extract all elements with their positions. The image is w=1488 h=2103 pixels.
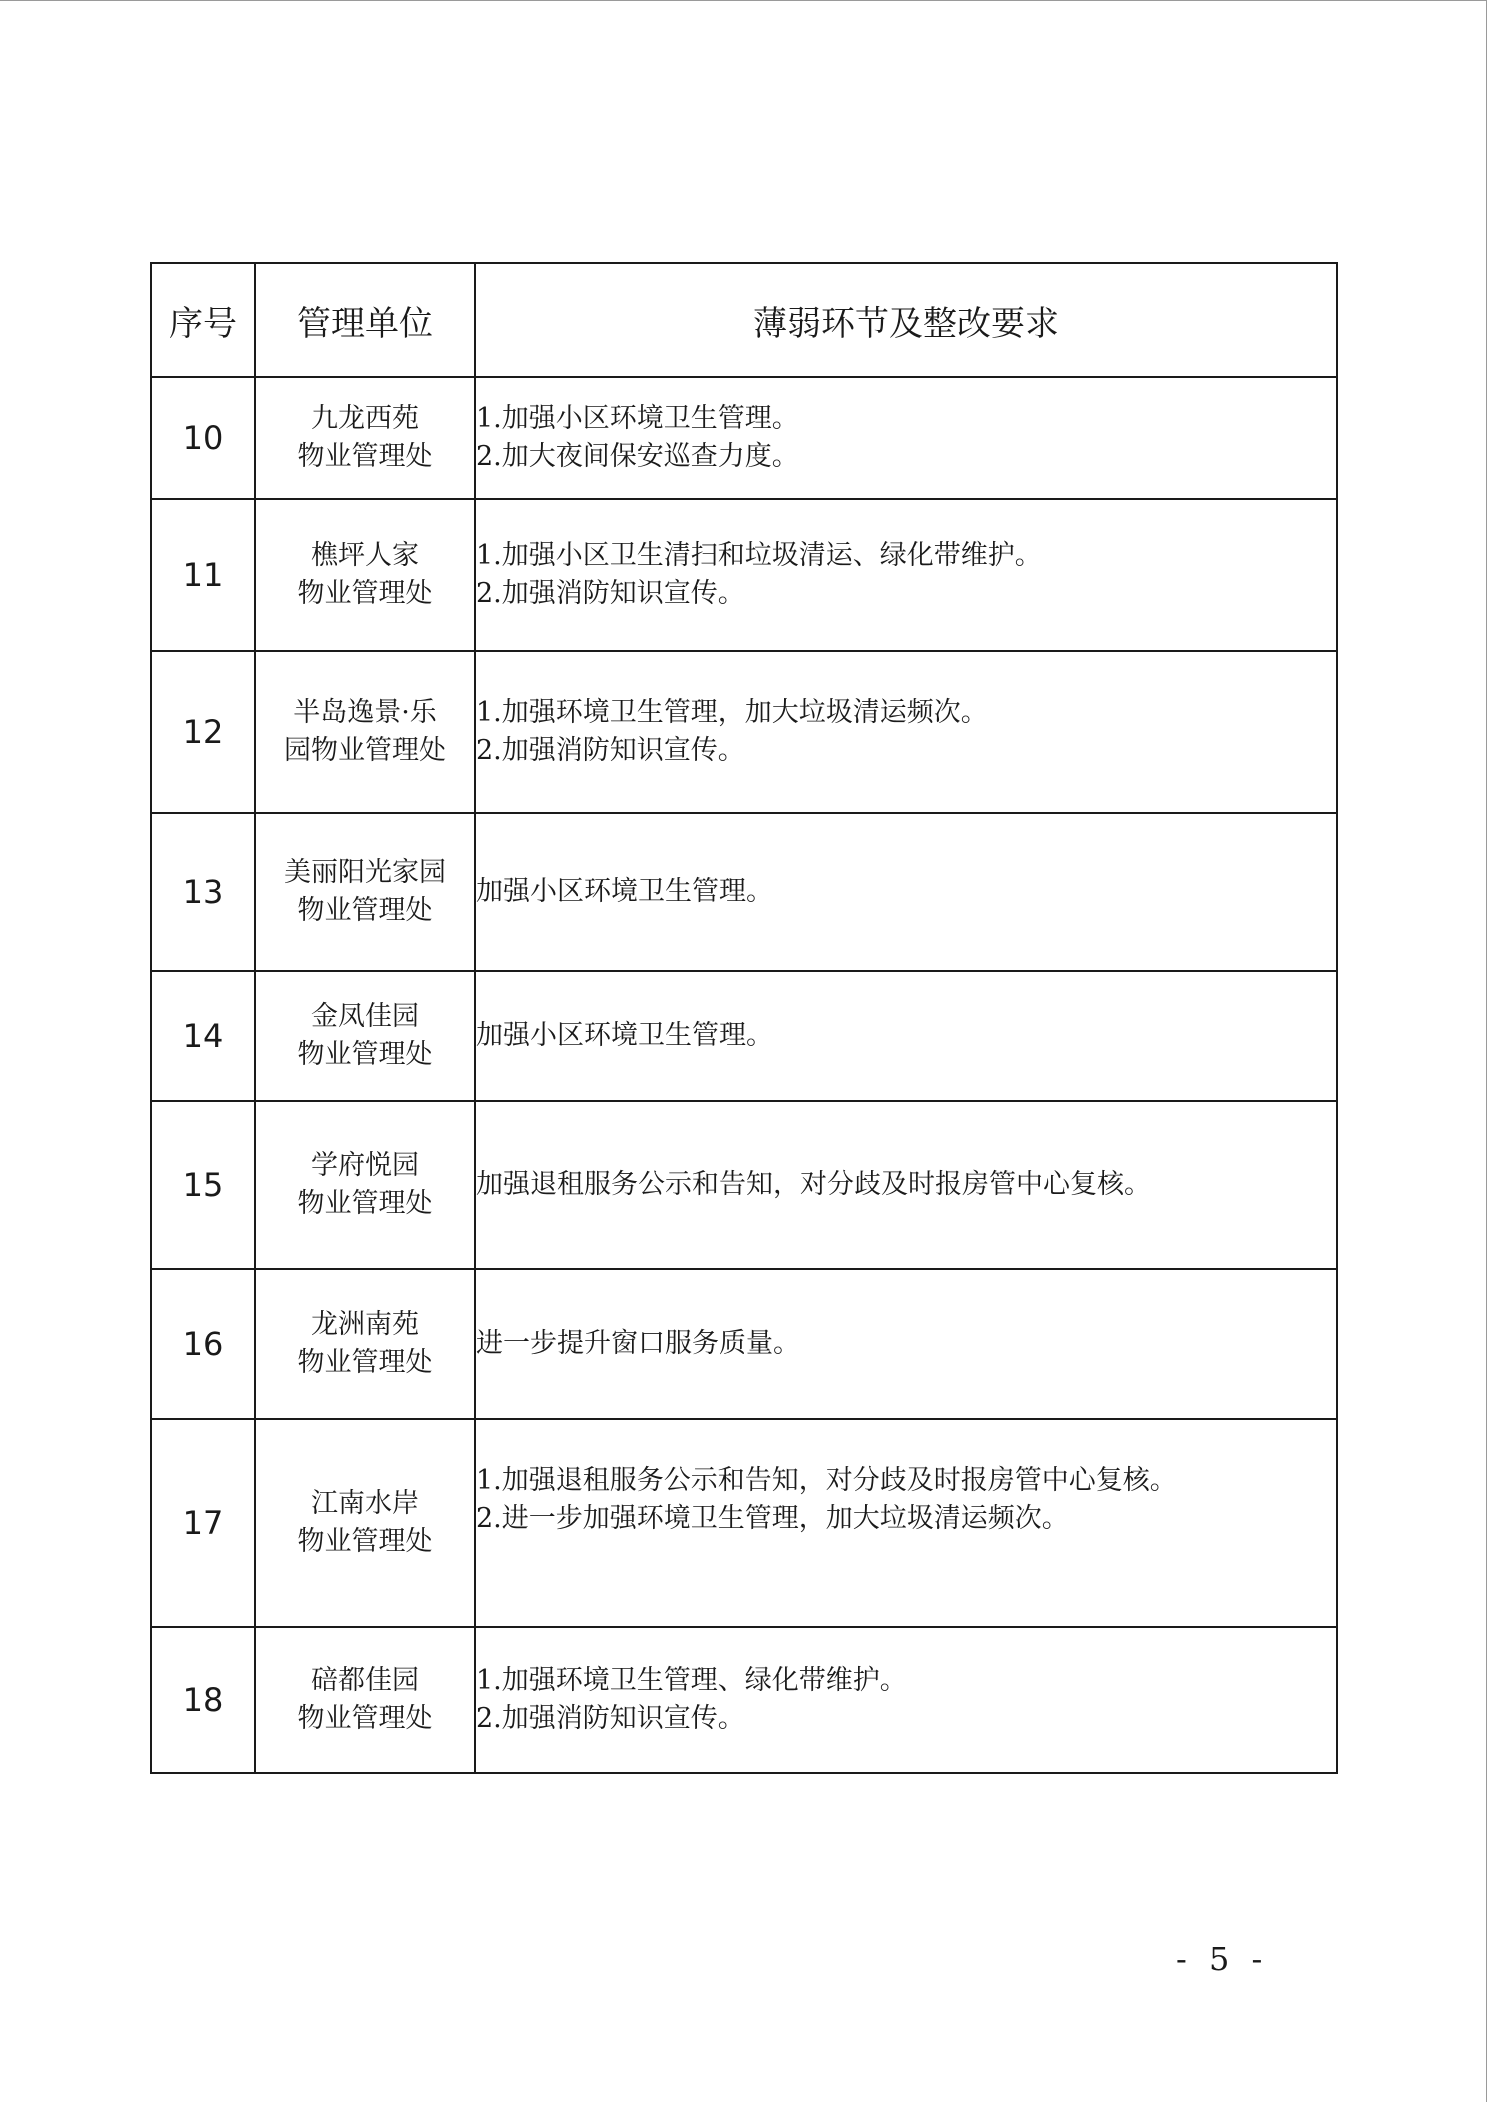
requirement-line: 2.进一步加强环境卫生管理，加大垃圾清运频次。 bbox=[476, 1503, 1069, 1534]
management-unit bbox=[255, 651, 475, 813]
header-no: 序号 bbox=[151, 263, 255, 377]
requirement-line: 1.加强退租服务公示和告知，对分歧及时报房管中心复核。 bbox=[476, 1465, 1177, 1496]
unit-line: 半岛逸景·乐 bbox=[293, 697, 437, 728]
row-number: 17 bbox=[151, 1419, 255, 1627]
row-number: 16 bbox=[151, 1269, 255, 1419]
requirements bbox=[475, 971, 1337, 1101]
unit-line: 九龙西苑 bbox=[311, 403, 419, 434]
unit-line: 物业管理处 bbox=[297, 441, 433, 472]
management-unit bbox=[255, 499, 475, 651]
row-number: 18 bbox=[151, 1627, 255, 1773]
requirements bbox=[475, 377, 1337, 499]
requirement-line: 进一步提升窗口服务质量。 bbox=[476, 1328, 800, 1359]
management-unit bbox=[255, 377, 475, 499]
requirement-line: 1.加强环境卫生管理，加大垃圾清运频次。 bbox=[476, 697, 988, 728]
unit-line: 金凤佳园 bbox=[311, 1001, 419, 1032]
page-number: - 5 - bbox=[1176, 1940, 1269, 1978]
unit-line: 物业管理处 bbox=[297, 1347, 433, 1378]
requirements bbox=[475, 1419, 1337, 1627]
unit-line: 物业管理处 bbox=[297, 1526, 433, 1557]
table-row bbox=[151, 1101, 1337, 1269]
management-unit bbox=[255, 1101, 475, 1269]
requirements bbox=[475, 1627, 1337, 1773]
unit-line: 物业管理处 bbox=[297, 1039, 433, 1070]
table-row bbox=[151, 651, 1337, 813]
row-number: 10 bbox=[151, 377, 255, 499]
table-row bbox=[151, 971, 1337, 1101]
row-number: 12 bbox=[151, 651, 255, 813]
unit-line: 碚都佳园 bbox=[311, 1665, 419, 1696]
table-row bbox=[151, 1269, 1337, 1419]
requirement-line: 2.加强消防知识宣传。 bbox=[476, 735, 745, 766]
requirement-line: 1.加强小区环境卫生管理。 bbox=[476, 403, 799, 434]
requirement-line: 加强退租服务公示和告知，对分歧及时报房管中心复核。 bbox=[476, 1169, 1151, 1200]
unit-line: 美丽阳光家园 bbox=[284, 857, 446, 888]
requirement-line: 1.加强环境卫生管理、绿化带维护。 bbox=[476, 1665, 907, 1696]
management-unit bbox=[255, 1269, 475, 1419]
header-requirements: 薄弱环节及整改要求 bbox=[475, 263, 1337, 377]
requirement-line: 2.加强消防知识宣传。 bbox=[476, 1703, 745, 1734]
requirement-line: 加强小区环境卫生管理。 bbox=[476, 876, 773, 907]
unit-line: 江南水岸 bbox=[311, 1488, 419, 1519]
unit-line: 物业管理处 bbox=[297, 895, 433, 926]
table-row bbox=[151, 1419, 1337, 1627]
row-number: 15 bbox=[151, 1101, 255, 1269]
unit-line: 园物业管理处 bbox=[284, 735, 446, 766]
table-row bbox=[151, 813, 1337, 971]
table-row bbox=[151, 1627, 1337, 1773]
requirement-line: 2.加强消防知识宣传。 bbox=[476, 578, 745, 609]
row-number: 13 bbox=[151, 813, 255, 971]
unit-line: 学府悦园 bbox=[311, 1150, 419, 1181]
requirements bbox=[475, 813, 1337, 971]
management-unit bbox=[255, 1627, 475, 1773]
unit-line: 物业管理处 bbox=[297, 1188, 433, 1219]
requirements bbox=[475, 651, 1337, 813]
management-unit bbox=[255, 971, 475, 1101]
management-unit bbox=[255, 813, 475, 971]
requirements bbox=[475, 1101, 1337, 1269]
table-row bbox=[151, 499, 1337, 651]
management-unit bbox=[255, 1419, 475, 1627]
requirement-line: 加强小区环境卫生管理。 bbox=[476, 1020, 773, 1051]
rectification-table bbox=[150, 262, 1338, 1774]
requirement-line: 1.加强小区卫生清扫和垃圾清运、绿化带维护。 bbox=[476, 540, 1042, 571]
row-number: 11 bbox=[151, 499, 255, 651]
requirements bbox=[475, 499, 1337, 651]
table-header-row bbox=[151, 263, 1337, 377]
row-number: 14 bbox=[151, 971, 255, 1101]
requirement-line: 2.加大夜间保安巡查力度。 bbox=[476, 441, 799, 472]
unit-line: 龙洲南苑 bbox=[311, 1309, 419, 1340]
table-row bbox=[151, 377, 1337, 499]
header-unit: 管理单位 bbox=[255, 263, 475, 377]
unit-line: 樵坪人家 bbox=[311, 540, 419, 571]
unit-line: 物业管理处 bbox=[297, 1703, 433, 1734]
unit-line: 物业管理处 bbox=[297, 578, 433, 609]
requirements bbox=[475, 1269, 1337, 1419]
